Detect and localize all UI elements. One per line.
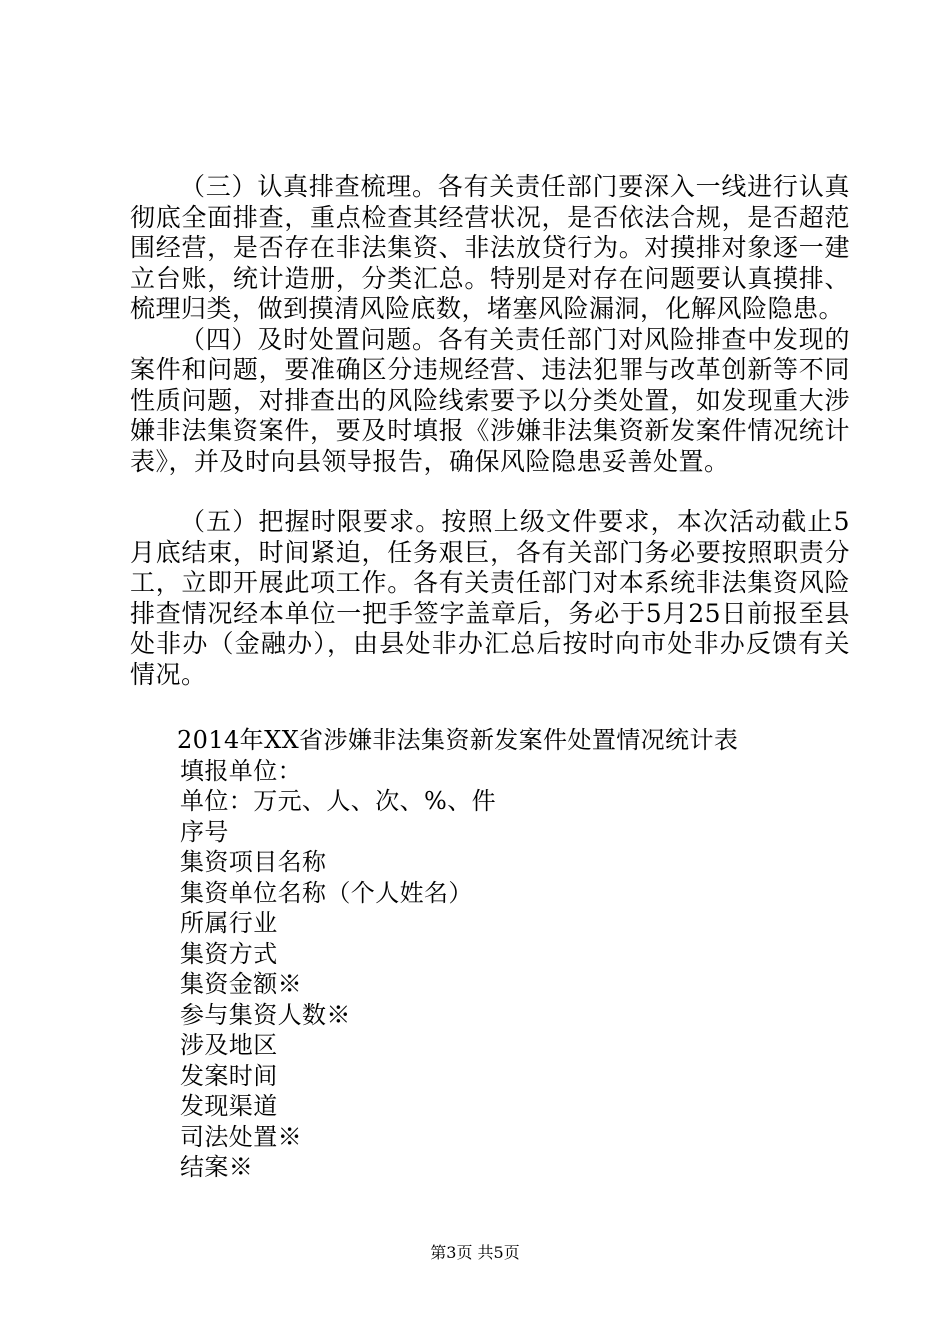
statistics-table-fields xyxy=(177,725,877,1183)
page-number-footer: 第3页 共5页 xyxy=(430,1243,520,1262)
field-judicial-disposal: 司法处置※ xyxy=(180,1122,302,1151)
field-project-name: 集资项目名称 xyxy=(180,848,327,876)
field-discovery-channel: 发现渠道 xyxy=(180,1092,278,1120)
paragraph-deadline: （五）把握时限要求。按照上级文件要求，本次活动截止5月底结束，时间紧迫，任务艰巨，各有关部门务必要按照职责分工，立即开展此项工作。各有关责任部门对本系统非法集资风险排查情况经本单位一把手签字盖章后，务必于5月25日前报至县处非办（金融办），由县处非办汇总后按时向市处非办反馈有关情况。 xyxy=(130,507,850,689)
field-amount: 集资金额※ xyxy=(180,970,302,998)
field-case-closed: 结案※ xyxy=(180,1153,254,1181)
field-reporting-unit: 填报单位： xyxy=(180,756,302,785)
field-serial-number: 序号 xyxy=(180,817,229,846)
body-text xyxy=(130,172,850,690)
field-region: 涉及地区 xyxy=(180,1031,278,1059)
table-title: 2014年XX省涉嫌非法集资新发案件处置情况统计表 xyxy=(177,726,739,754)
field-fundraising-method: 集资方式 xyxy=(180,939,278,968)
field-industry: 所属行业 xyxy=(180,909,278,937)
field-unit-name: 集资单位名称（个人姓名） xyxy=(180,878,473,907)
field-units: 单位：万元、人、次、%、件 xyxy=(180,787,497,815)
field-participants: 参与集资人数※ xyxy=(180,1000,351,1029)
field-case-time: 发案时间 xyxy=(180,1061,278,1090)
paragraph-investigation: （三）认真排查梳理。各有关责任部门要深入一线进行认真彻底全面排查，重点检查其经营状况，是否依法合规，是否超范围经营，是否存在非法集资、非法放贷行为。对摸排对象逐一建立台账，统计造册，分类汇总。特别是对存在问题要认真摸排、梳理归类，做到摸清风险底数，堵塞风险漏洞，化解风险隐患。 xyxy=(130,172,850,323)
paragraph-handling: （四）及时处置问题。各有关责任部门对风险排查中发现的案件和问题，要准确区分违规经营、违法犯罪与改革创新等不同性质问题，对排查出的风险线索要予以分类处置，如发现重大涉嫌非法集资案件，要及时填报《涉嫌非法集资新发案件情况统计表》，并及时向县领导报告，确保风险隐患妥善处置。 xyxy=(130,324,850,476)
